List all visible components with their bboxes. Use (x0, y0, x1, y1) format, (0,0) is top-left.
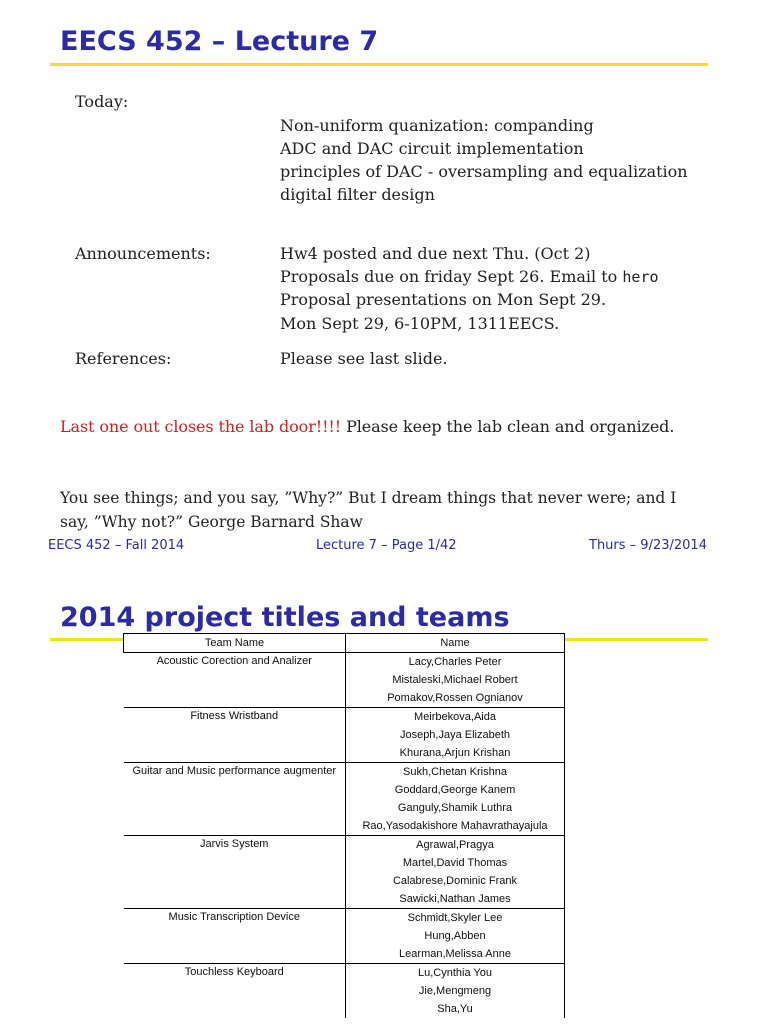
member-name-cell: Learman,Melissa Anne (346, 945, 565, 964)
column-header-team: Team Name (124, 634, 346, 653)
member-name-cell: Pomakov,Rossen Ognianov (346, 689, 565, 708)
member-name-cell: Meirbekova,Aida (346, 708, 565, 727)
footer-left: EECS 452 – Fall 2014 (48, 538, 185, 553)
footer-right: Thurs – 9/23/2014 (589, 538, 707, 553)
member-name-cell: Joseph,Jaya Elizabeth (346, 726, 565, 744)
quote-line: say, ”Why not?” George Barnard Shaw (60, 513, 363, 531)
member-name-cell: Martel,David Thomas (346, 854, 565, 872)
references-label: References: (75, 349, 172, 368)
member-name-cell: Sawicki,Nathan James (346, 890, 565, 909)
table-row (124, 909, 565, 928)
table-row (124, 763, 565, 782)
announcement-item-email (280, 267, 659, 286)
email-name: hero (622, 268, 659, 286)
table-row (124, 836, 565, 855)
member-name-cell: Jie,Mengmeng (346, 982, 565, 1000)
member-name-cell: Goddard,George Kanem (346, 781, 565, 799)
member-name-cell: Sukh,Chetan Krishna (346, 763, 565, 782)
today-item: principles of DAC - oversampling and equalization (280, 162, 688, 181)
lab-warning-red: Last one out closes the lab door!!!! (60, 417, 342, 436)
table-row (124, 708, 565, 727)
column-header-name: Name (346, 634, 565, 653)
team-name-cell: Jarvis System (124, 836, 346, 909)
project-teams-table (123, 633, 565, 1018)
team-name-cell: Touchless Keyboard (124, 964, 346, 1019)
member-name-cell: Ganguly,Shamik Luthra (346, 799, 565, 817)
table-row (124, 653, 565, 672)
member-name-cell: Sha,Yu (346, 1000, 565, 1018)
quote-line: You see things; and you say, ”Why?” But I dream things that never were; and I (60, 489, 677, 507)
slide-title: EECS 452 – Lecture 7 (60, 26, 379, 57)
team-name-cell: Fitness Wristband (124, 708, 346, 763)
announcement-text: Proposals due on friday Sept 26. Email to (280, 267, 623, 286)
member-name-cell: Rao,Yasodakishore Mahavrathayajula (346, 817, 565, 836)
announcement-item: Mon Sept 29, 6-10PM, 1311EECS. (280, 314, 560, 333)
announcement-item: Hw4 posted and due next Thu. (Oct 2) (280, 244, 591, 263)
table-body (124, 653, 565, 1019)
slide-title: 2014 project titles and teams (60, 602, 510, 633)
team-name-cell: Music Transcription Device (124, 909, 346, 964)
member-name-cell: Lu,Cynthia You (346, 964, 565, 983)
table-row (124, 964, 565, 983)
title-rule (50, 63, 708, 66)
footer-center: Lecture 7 – Page 1/42 (316, 538, 457, 553)
team-name-cell: Acoustic Corection and Analizer (124, 653, 346, 708)
lab-warning-rest: Please keep the lab clean and organized. (341, 417, 675, 436)
announcement-item: Proposal presentations on Mon Sept 29. (280, 290, 607, 309)
member-name-cell: Lacy,Charles Peter (346, 653, 565, 672)
lab-warning (60, 417, 674, 436)
member-name-cell: Agrawal,Pragya (346, 836, 565, 855)
member-name-cell: Schmidt,Skyler Lee (346, 909, 565, 928)
references-text: Please see last slide. (280, 349, 448, 368)
team-name-cell: Guitar and Music performance augmenter (124, 763, 346, 836)
member-name-cell: Hung,Abben (346, 927, 565, 945)
today-item: digital filter design (280, 185, 435, 204)
table-header-row (124, 634, 565, 653)
today-item: ADC and DAC circuit implementation (280, 139, 584, 158)
today-label: Today: (75, 92, 129, 111)
today-item: Non-uniform quanization: companding (280, 116, 594, 135)
member-name-cell: Calabrese,Dominic Frank (346, 872, 565, 890)
member-name-cell: Khurana,Arjun Krishan (346, 744, 565, 763)
announcements-label: Announcements: (75, 244, 211, 263)
member-name-cell: Mistaleski,Michael Robert (346, 671, 565, 689)
